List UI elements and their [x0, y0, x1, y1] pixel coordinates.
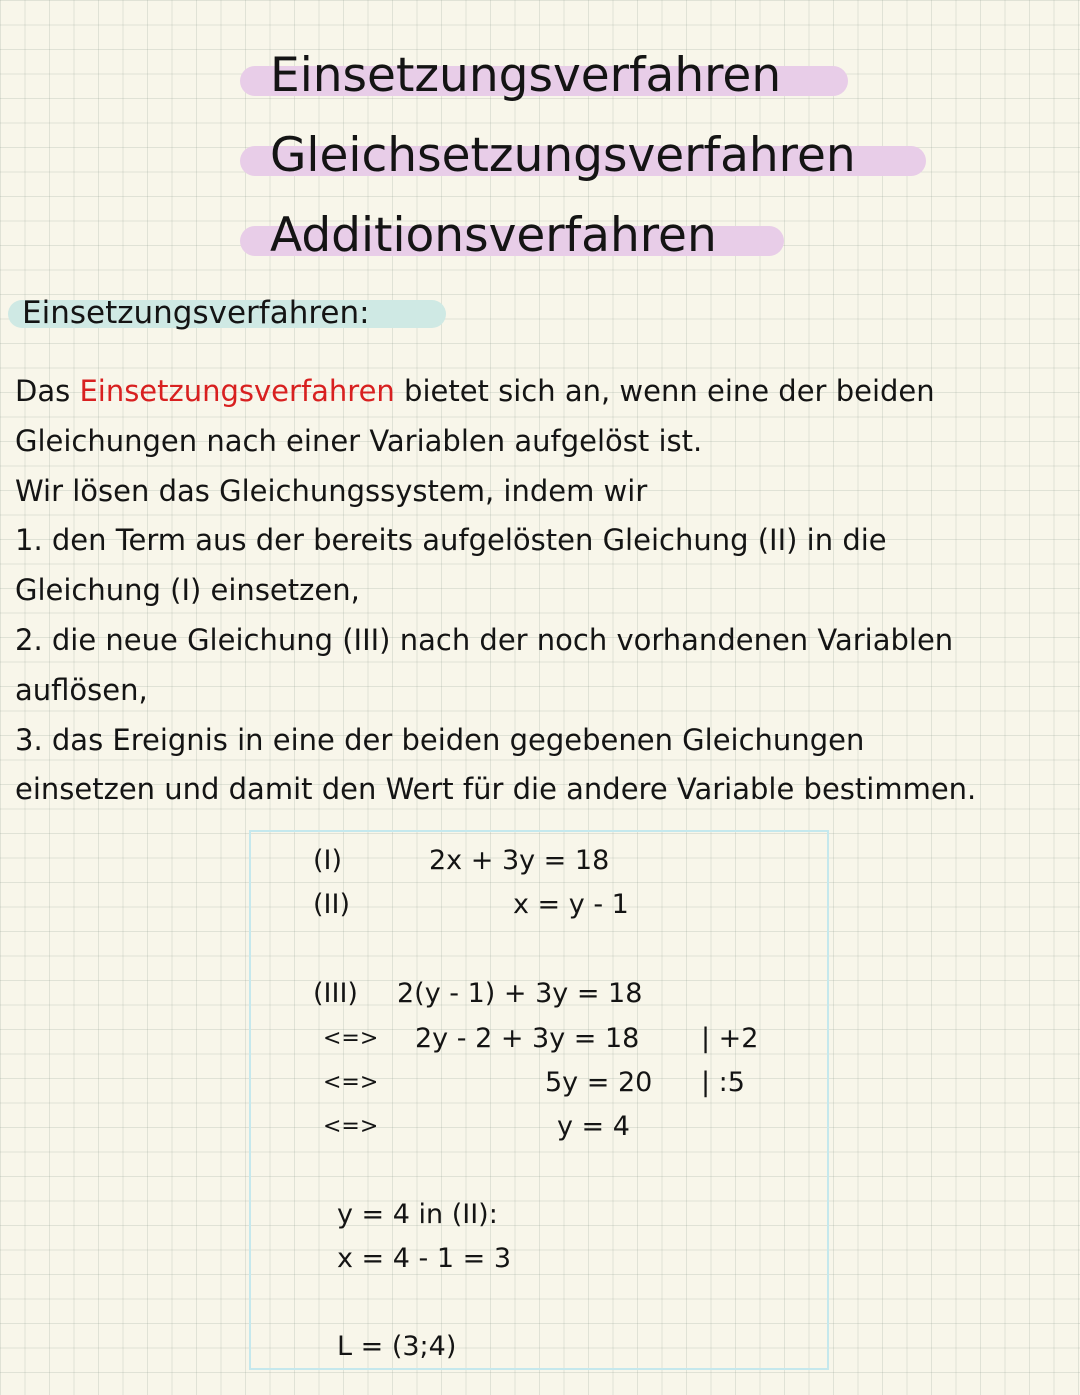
intro-part2: bietet sich an, wenn eine der beiden: [394, 374, 935, 408]
title-additionsverfahren: [270, 204, 717, 268]
text-line: Gleichungen nach einer Variablen aufgelöst ist.: [15, 423, 703, 458]
text-line: 3. das Ereignis in eine der beiden gegebenen Gleichungen: [15, 722, 865, 757]
transform-step-3: y = 4: [557, 1111, 630, 1142]
equation-label-ii: (II): [313, 889, 350, 920]
transform-step-2: 5y = 20: [545, 1067, 653, 1098]
transform-step-1: 2y - 2 + 3y = 18: [415, 1023, 640, 1054]
text-line: 1. den Term aus der bereits aufgelösten Gleichung (II) in die: [15, 523, 887, 558]
emphasis-term: Einsetzungsverfahren: [79, 374, 395, 408]
equivalence-symbol: <=>: [323, 1026, 379, 1051]
solution-set: L = (3;4): [337, 1331, 457, 1362]
section-heading-text: Einsetzungsverfahren:: [22, 295, 370, 331]
title-text: Einsetzungsverfahren: [270, 48, 782, 103]
intro-part1: Das: [15, 374, 80, 408]
equation-label-i: (I): [313, 845, 343, 876]
example-box: [249, 830, 829, 1370]
equivalence-symbol: <=>: [323, 1114, 379, 1139]
substitution-label: y = 4 in (II):: [337, 1199, 498, 1230]
title-text: Gleichsetzungsverfahren: [270, 128, 856, 183]
title-gleichsetzungsverfahren: [270, 124, 856, 188]
title-text: Additionsverfahren: [270, 208, 717, 263]
text-line: Gleichung (I) einsetzen,: [15, 573, 360, 608]
text-line: [15, 367, 1077, 417]
equation-i: 2x + 3y = 18: [429, 845, 610, 876]
equivalence-symbol: <=>: [323, 1070, 379, 1095]
explanation-text: [15, 367, 1077, 815]
substitution-result: x = 4 - 1 = 3: [337, 1243, 511, 1274]
equation-label-iii: (III): [313, 978, 358, 1009]
equation-ii: x = y - 1: [513, 889, 629, 920]
operation-add-2: | +2: [701, 1023, 759, 1054]
text-line: 2. die neue Gleichung (III) nach der noch vorhandenen Variablen: [15, 622, 954, 657]
section-heading: [22, 288, 370, 338]
text-line: einsetzen und damit den Wert für die andere Variable bestimmen.: [15, 772, 977, 807]
text-line: Wir lösen das Gleichungssystem, indem wir: [15, 473, 648, 508]
equation-iii: 2(y - 1) + 3y = 18: [397, 978, 643, 1009]
text-line: auflösen,: [15, 672, 148, 707]
title-einsetzungsverfahren: [270, 44, 781, 108]
operation-divide-5: | :5: [701, 1067, 745, 1098]
